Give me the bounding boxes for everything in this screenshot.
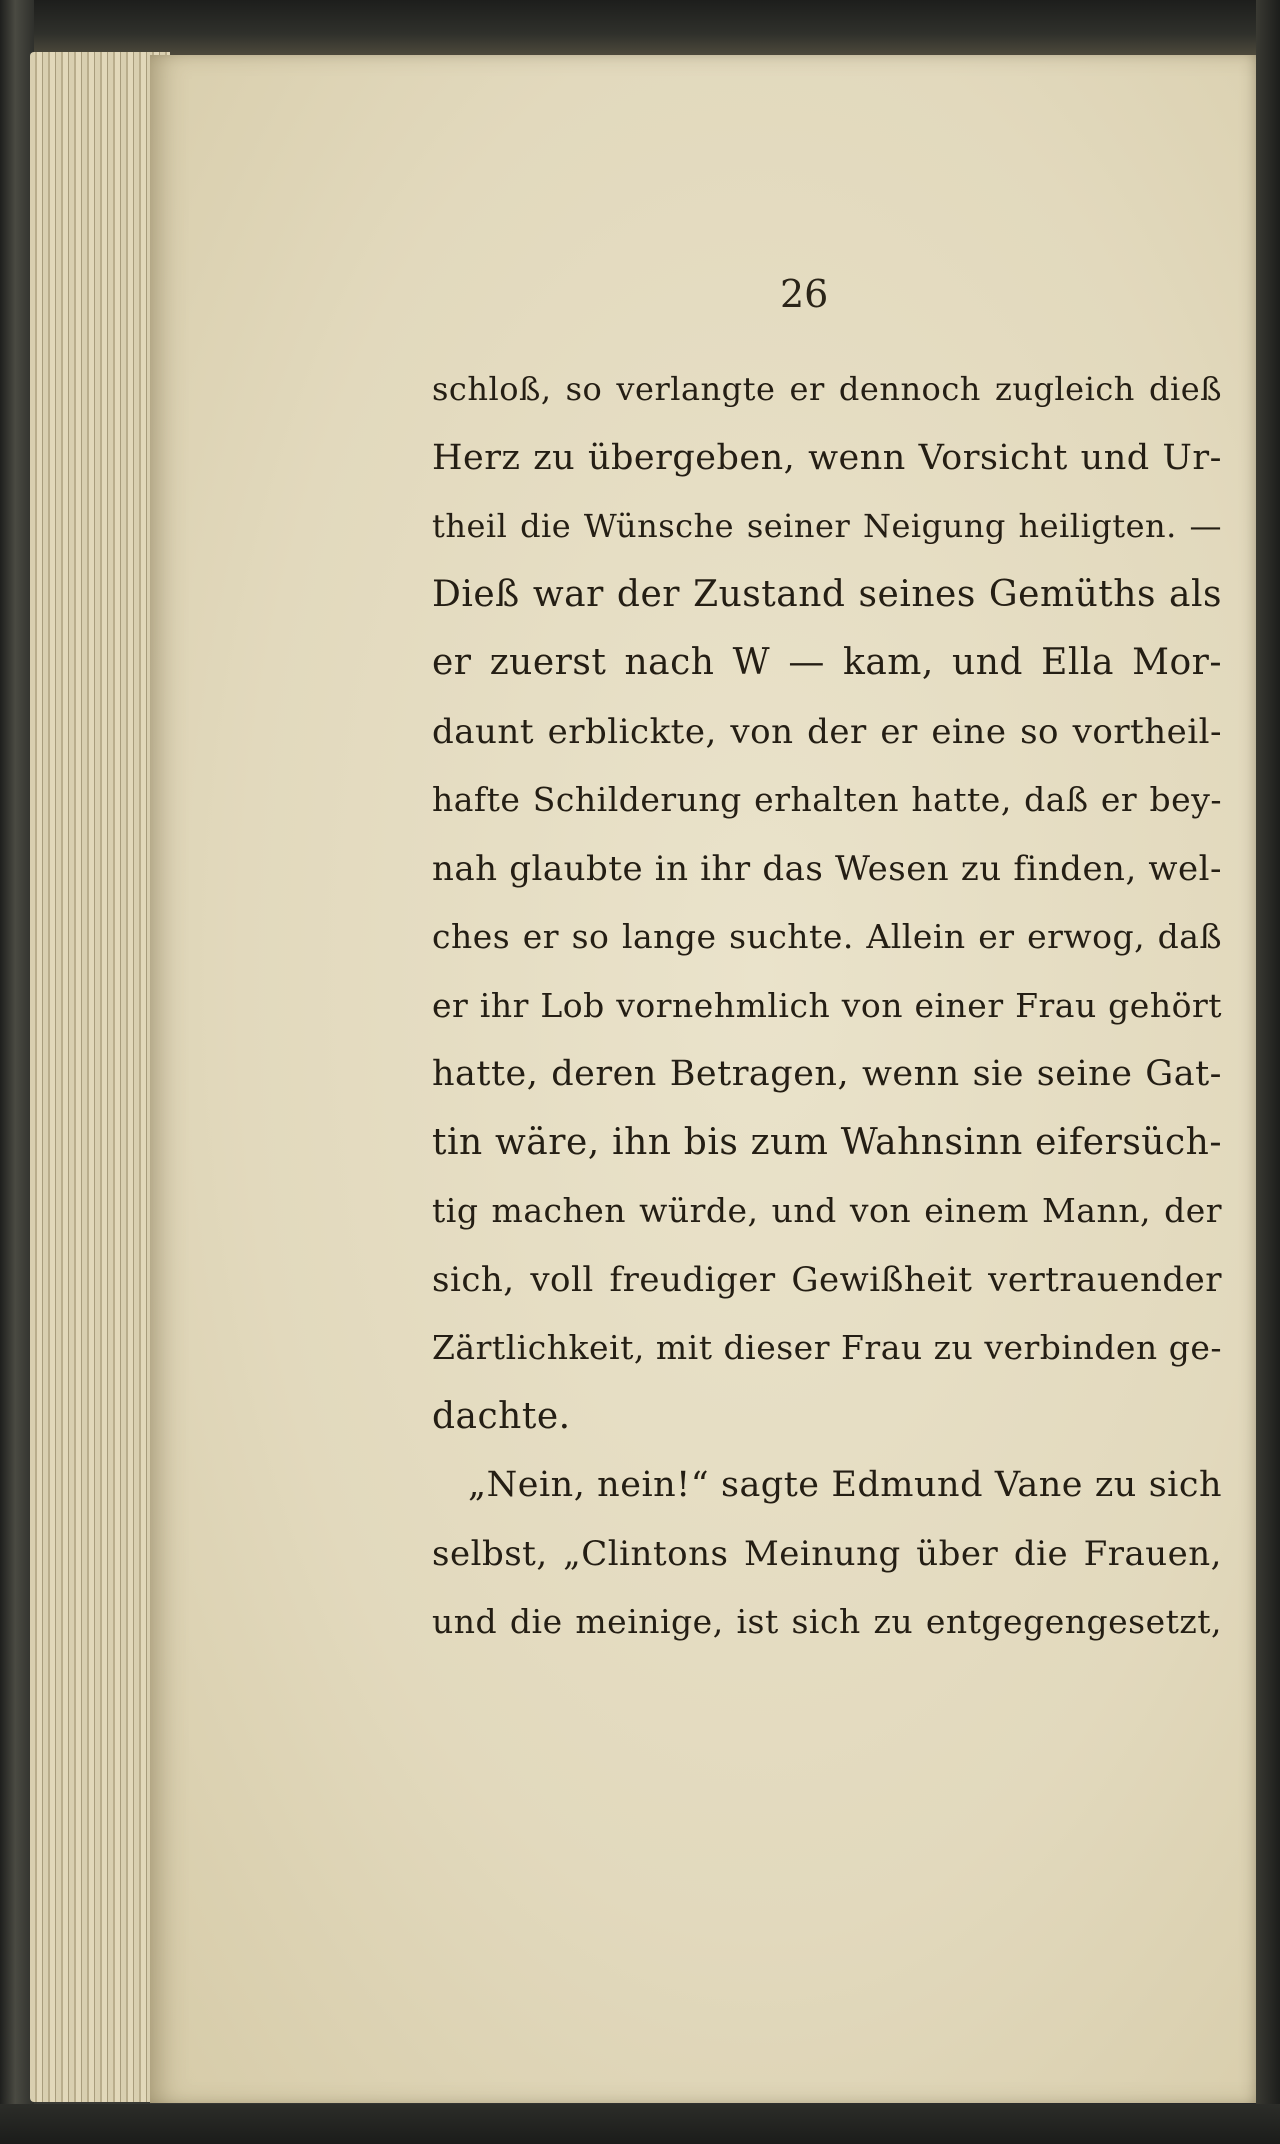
text-line: sich, voll freudiger Gewißheit vertrauender bbox=[432, 1259, 1222, 1300]
text-line: hatte, deren Betragen, wenn sie seine Gat- bbox=[432, 1054, 1222, 1094]
right-cover-edge bbox=[1256, 0, 1280, 2144]
text-line: theil die Wünsche seiner Neigung heiligten. — bbox=[432, 507, 1222, 545]
bottom-cover-edge bbox=[0, 2104, 1280, 2144]
body-text bbox=[432, 355, 1222, 1657]
text-line: nah glaubte in ihr das Wesen zu finden, wel- bbox=[432, 848, 1222, 889]
text-line: „Nein, nein!“ sagte Edmund Vane zu sich bbox=[468, 1465, 1222, 1505]
page-number: 26 bbox=[780, 272, 829, 316]
text-line: selbst, „Clintons Meinung über die Frauen, bbox=[432, 1533, 1222, 1574]
text-line: Dieß war der Zustand seines Gemüths als bbox=[432, 573, 1222, 615]
text-line: er ihr Lob vornehmlich von einer Frau gehört bbox=[432, 985, 1222, 1025]
text-line: und die meinige, ist sich zu entgegengesetzt, bbox=[432, 1602, 1222, 1641]
text-line: tig machen würde, und von einem Mann, der bbox=[432, 1191, 1222, 1230]
text-line: dachte. bbox=[432, 1395, 571, 1437]
page-stack-edges bbox=[30, 52, 170, 2102]
text-line: schloß, so verlangte er dennoch zugleich dieß bbox=[432, 370, 1222, 408]
book-cover-edge bbox=[0, 0, 34, 2144]
text-line: Zärtlichkeit, mit dieser Frau zu verbinden ge- bbox=[432, 1328, 1222, 1367]
text-line: hafte Schilderung erhalten hatte, daß er bey- bbox=[432, 780, 1222, 819]
top-cover-edge bbox=[0, 0, 1280, 56]
text-line: ches er so lange suchte. Allein er erwog, daß bbox=[432, 917, 1222, 956]
text-line: Herz zu übergeben, wenn Vorsicht und Ur- bbox=[432, 437, 1222, 478]
text-line: tin wäre, ihn bis zum Wahnsinn eifersüch- bbox=[432, 1121, 1222, 1163]
text-line: daunt erblickte, von der er eine so vortheil- bbox=[432, 711, 1222, 752]
text-line: er zuerst nach W — kam, und Ella Mor- bbox=[432, 642, 1222, 683]
